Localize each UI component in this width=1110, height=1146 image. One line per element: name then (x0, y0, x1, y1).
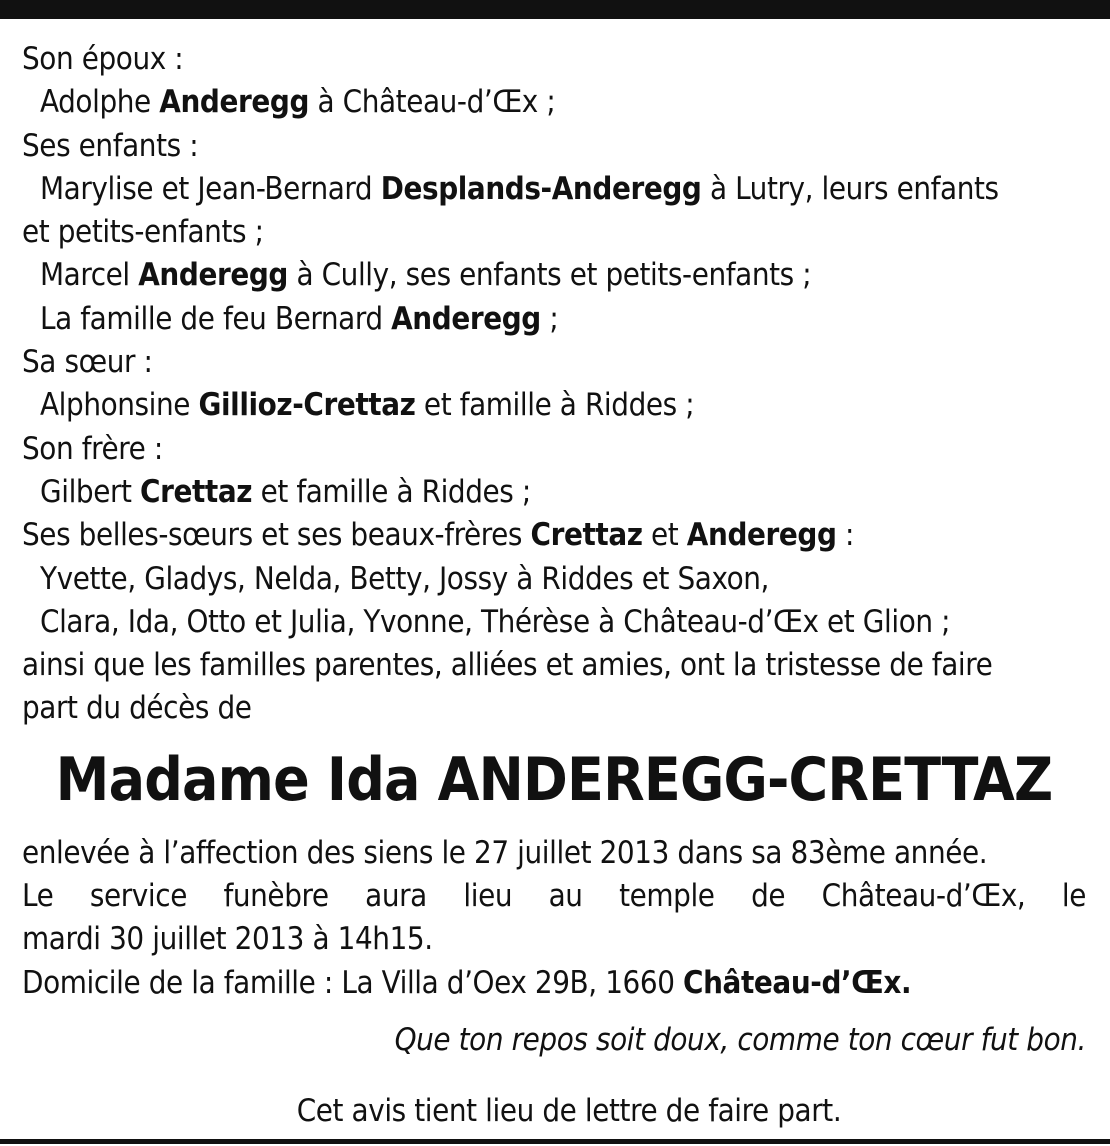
inlaws-names-1: Yvette, Gladys, Nelda, Betty, Jossy à Riddes et Saxon, (40, 560, 769, 597)
inlaws-surname-2: Anderegg (686, 517, 837, 554)
brother-location: et famille à Riddes ; (252, 473, 531, 510)
child-entry-2 (22, 254, 1086, 297)
child-entry-1-continued: et petits-enfants ; (22, 214, 264, 251)
memorial-motto: Que ton repos soit doux, comme ton cœur fut bon. (394, 1021, 1086, 1058)
spouse-entry (22, 81, 1086, 124)
child1-surname: Desplands-Anderegg (380, 170, 702, 207)
spouse-surname: Anderegg (159, 84, 310, 121)
bottom-border-rule (0, 1139, 1110, 1144)
death-details: enlevée à l’affection des siens le 27 juillet 2013 dans sa 83ème année. (22, 834, 988, 871)
child3-punct: ; (540, 300, 559, 337)
inlaws-label: Ses belles-sœurs et ses beaux-frères (22, 517, 531, 554)
child2-surname: Anderegg (138, 257, 288, 294)
brother-header: Son frère : (22, 430, 163, 467)
child2-location: à Cully, ses enfants et petits-enfants ; (288, 257, 812, 294)
closing-family-line-1: ainsi que les familles parentes, alliées et amies, ont la tristesse de faire (22, 647, 993, 684)
child2-first-name: Marcel (40, 257, 139, 294)
deceased-name: Madame Ida ANDEREGG-CRETTAZ (55, 744, 1053, 815)
closing-family-line-2: part du décès de (22, 690, 252, 727)
obituary-notice (22, 38, 1086, 1134)
spouse-location: à Château-d’Œx ; (309, 84, 556, 121)
brother-first-name: Gilbert (40, 473, 141, 510)
sister-location: et famille à Riddes ; (415, 387, 695, 424)
child-entry-1 (22, 168, 1086, 211)
spouse-first-name: Adolphe (40, 84, 160, 121)
sister-surname: Gillioz-Crettaz (198, 387, 416, 424)
service-info: Le service funèbre aura lieu au temple de Château-d’Œx, le (22, 878, 1086, 915)
domicile-address: Domicile de la famille : La Villa d’Oex 29B, 1660 (22, 964, 684, 1001)
child3-surname: Anderegg (391, 300, 541, 337)
child1-first-names: Marylise et Jean-Bernard (40, 170, 381, 207)
domicile-town: Château-d’Œx. (683, 964, 912, 1001)
inlaws-names-2: Clara, Ida, Otto et Julia, Yvonne, Thérèse à Château-d’Œx et Glion ; (40, 603, 951, 640)
inlaws-header (22, 514, 1086, 557)
inlaws-conjunction: et (642, 517, 687, 554)
closing-note: Cet avis tient lieu de lettre de faire part. (296, 1093, 842, 1130)
sister-first-name: Alphonsine (40, 387, 199, 424)
spouse-header: Son époux : (22, 41, 184, 77)
brother-entry (22, 471, 1086, 514)
service-date: mardi 30 juillet 2013 à 14h15. (22, 921, 433, 958)
family-domicile (22, 962, 1086, 1005)
top-border-rule (0, 0, 1110, 19)
inlaws-colon: : (836, 517, 855, 554)
child1-location: à Lutry, leurs enfants (701, 170, 999, 207)
sister-header: Sa sœur : (22, 344, 153, 381)
sister-entry (22, 384, 1086, 427)
brother-surname: Crettaz (140, 473, 253, 510)
inlaws-surname-1: Crettaz (530, 517, 643, 554)
children-header: Ses enfants : (22, 127, 199, 164)
child-entry-3 (22, 298, 1086, 341)
child3-label: La famille de feu Bernard (40, 300, 392, 337)
